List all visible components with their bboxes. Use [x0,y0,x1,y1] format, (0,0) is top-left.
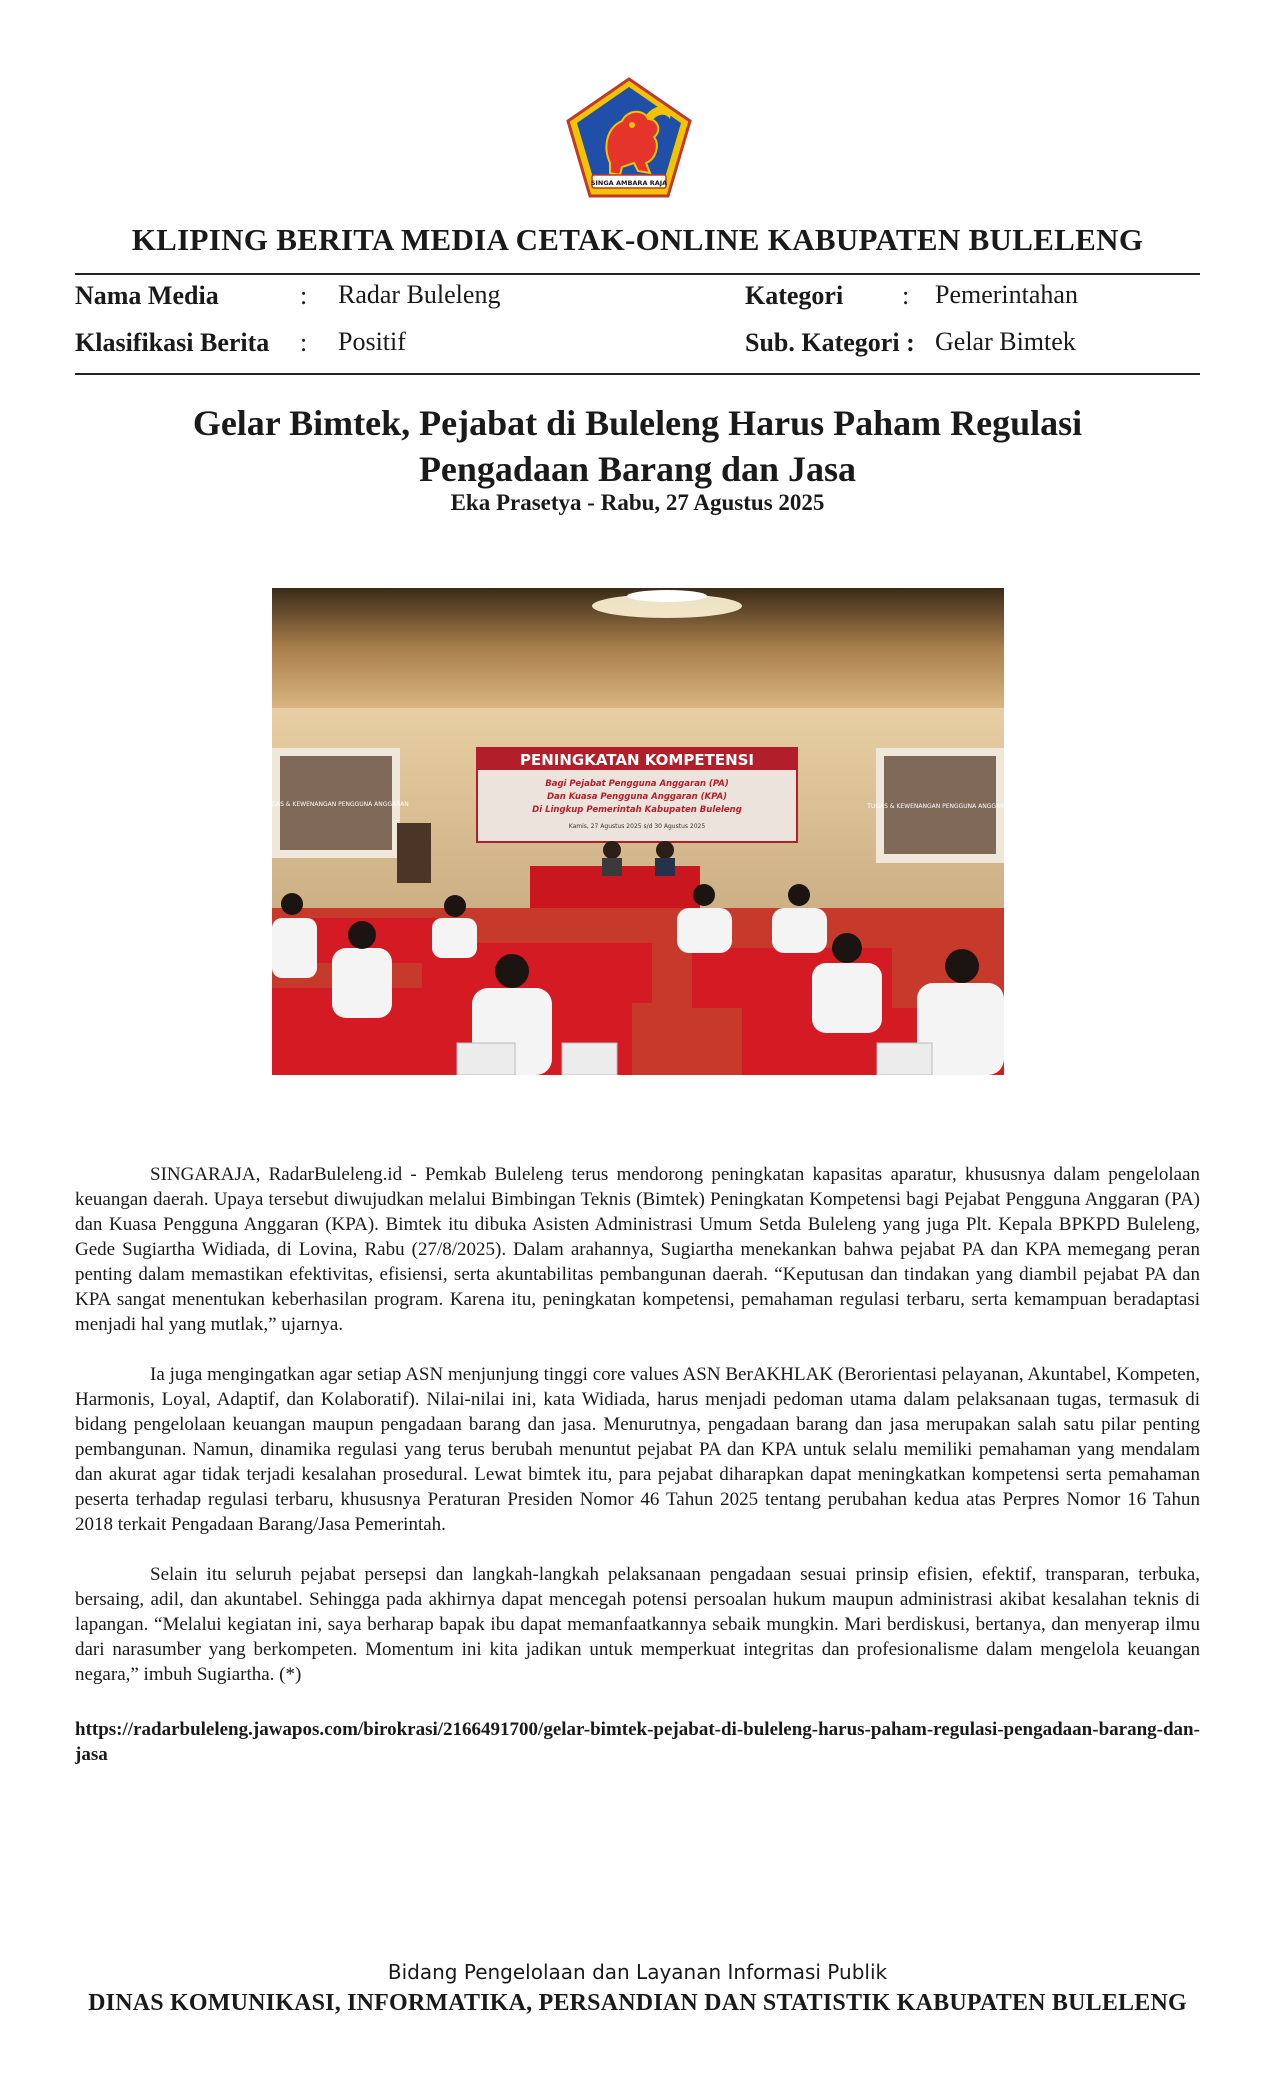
footer-agency: DINAS KOMUNIKASI, INFORMATIKA, PERSANDIAN DAN STATISTIK KABUPATEN BULELENG [88,1990,1187,2016]
banner-title: PENINGKATAN KOMPETENSI [519,751,755,769]
lion-emblem-icon [562,75,696,200]
banner-line-3: Di Lingkup Pemerintah Kabupaten Buleleng [532,805,742,815]
kategori-colon: : [902,281,910,310]
article-title [120,400,1155,492]
right-screen-text: TUGAS & KEWENANGAN PENGGUNA ANGGARAN [867,803,1004,810]
bottom-divider [75,373,1200,375]
article-title-line-2: Pengadaan Barang dan Jasa [418,449,857,489]
article-photo [272,588,1004,1075]
article-byline: Eka Prasetya - Rabu, 27 Agustus 2025 [450,490,825,515]
kategori-value: Pemerintahan [935,280,1078,309]
banner-line-1: Bagi Pejabat Pengguna Anggaran (PA) [545,779,729,789]
klasifikasi-value: Positif [338,327,406,356]
banner-line-4: Kamis, 27 Agustus 2025 s/d 30 Agustus 2025 [568,823,706,830]
subkategori-value: Gelar Bimtek [935,327,1076,356]
left-screen-text: TUGAS & KEWENANGAN PENGGUNA ANGGARAN [272,801,409,808]
media-colon: : [300,281,308,310]
article-title-line-1: Gelar Bimtek, Pejabat di Buleleng Harus Paham Regulasi [192,403,1083,443]
document-title: KLIPING BERITA MEDIA CETAK-ONLINE KABUPATEN BULELENG [131,222,1144,257]
media-label: Nama Media [75,281,219,310]
article-paragraph: Ia juga mengingatkan agar setiap ASN menjunjung tinggi core values ASN BerAKHLAK (Berorientasi pelayanan, Akuntabel, Kompeten, Harmonis, Loyal, Adaptif, dan Kolaboratif). Nilai-nilai ini, kata Widiada, harus menjadi pedoman utama dalam pelaksanaan tugas, termasuk di bidang pengelolaan keuangan maupun pengadaan barang dan jasa. Menurutnya, pengadaan barang dan jasa merupakan salah satu pilar penting pembangunan. Namun, dinamika regulasi yang terus berubah menuntut pejabat PA dan KPA untuk selalu memiliki pemahaman yang mendalam dan akurat agar tidak terjadi kesalahan prosedural. Lewat bimtek itu, para pejabat diharapkan dapat meningkatkan kompetensi serta pemahaman peserta terhadap regulasi terbaru, khususnya Peraturan Presiden Nomor 46 Tahun 2025 tentang perubahan kedua atas Perpres Nomor 16 Tahun 2018 terkait Pengadaan Barang/Jasa Pemerintah. [75,1364,1200,1535]
kategori-label: Kategori [745,281,844,310]
logo-motto-text: SINGA AMBARA RAJA [590,179,668,187]
article-paragraph: SINGARAJA, RadarBuleleng.id - Pemkab Buleleng terus mendorong peningkatan kapasitas aparatur, khususnya dalam pengelolaan keuangan daerah. Upaya tersebut diwujudkan melalui Bimbingan Teknis (Bimtek) Peningkatan Kompetensi bagi Pejabat Pengguna Anggaran (PA) dan Kuasa Pengguna Anggaran (KPA). Bimtek itu dibuka Asisten Administrasi Umum Setda Buleleng yang juga Plt. Kepala BPKPD Buleleng, Gede Sugiartha Widiada, di Lovina, Rabu (27/8/2025). Dalam arahannya, Sugiartha menekankan bahwa pejabat PA dan KPA memegang peran penting dalam memastikan efektivitas, efisiensi, serta akuntabilitas pembangunan daerah. “Keputusan dan tindakan yang diambil pejabat PA dan KPA sangat menentukan keberhasilan program. Karena itu, peningkatan kompetensi, pemahaman regulasi terbaru, serta kemampuan beradaptasi menjadi hal yang mutlak,” ujarnya. [75,1164,1200,1335]
footer-unit: Bidang Pengelolaan dan Layanan Informasi Publik [387,1960,888,1984]
article-body [75,1162,1200,1712]
top-divider [75,273,1200,275]
subkategori-label: Sub. Kategori : [745,328,915,357]
media-value: Radar Buleleng [338,280,501,309]
banner-line-2: Dan Kuasa Pengguna Anggaran (KPA) [546,792,728,802]
buleleng-emblem-logo [562,75,696,200]
klasifikasi-label: Klasifikasi Berita [75,328,270,357]
klasifikasi-colon: : [300,328,308,357]
source-link[interactable]: https://radarbuleleng.jawapos.com/birokrasi/2166491700/gelar-bimtek-pejabat-di-buleleng-harus-paham-regulasi-pengadaan-barang-dan-jasa [75,1719,1200,1765]
article-paragraph: Selain itu seluruh pejabat persepsi dan langkah-langkah pelaksanaan pengadaan sesuai prinsip efisien, efektif, transparan, terbuka, bersaing, adil, dan akuntabel. Sehingga pada akhirnya dapat mencegah potensi persoalan hukum maupun administrasi akibat kesalahan teknis di lapangan. “Melalui kegiatan ini, saya berharap bapak ibu dapat memanfaatkannya sebaik mungkin. Mari berdiskusi, bertanya, dan menyerap ilmu dari narasumber yang berkompeten. Momentum ini kita jadikan untuk memperkuat integritas dan profesionalisme dalam mengelola keuangan negara,” imbuh Sugiartha. (*) [75,1564,1200,1685]
